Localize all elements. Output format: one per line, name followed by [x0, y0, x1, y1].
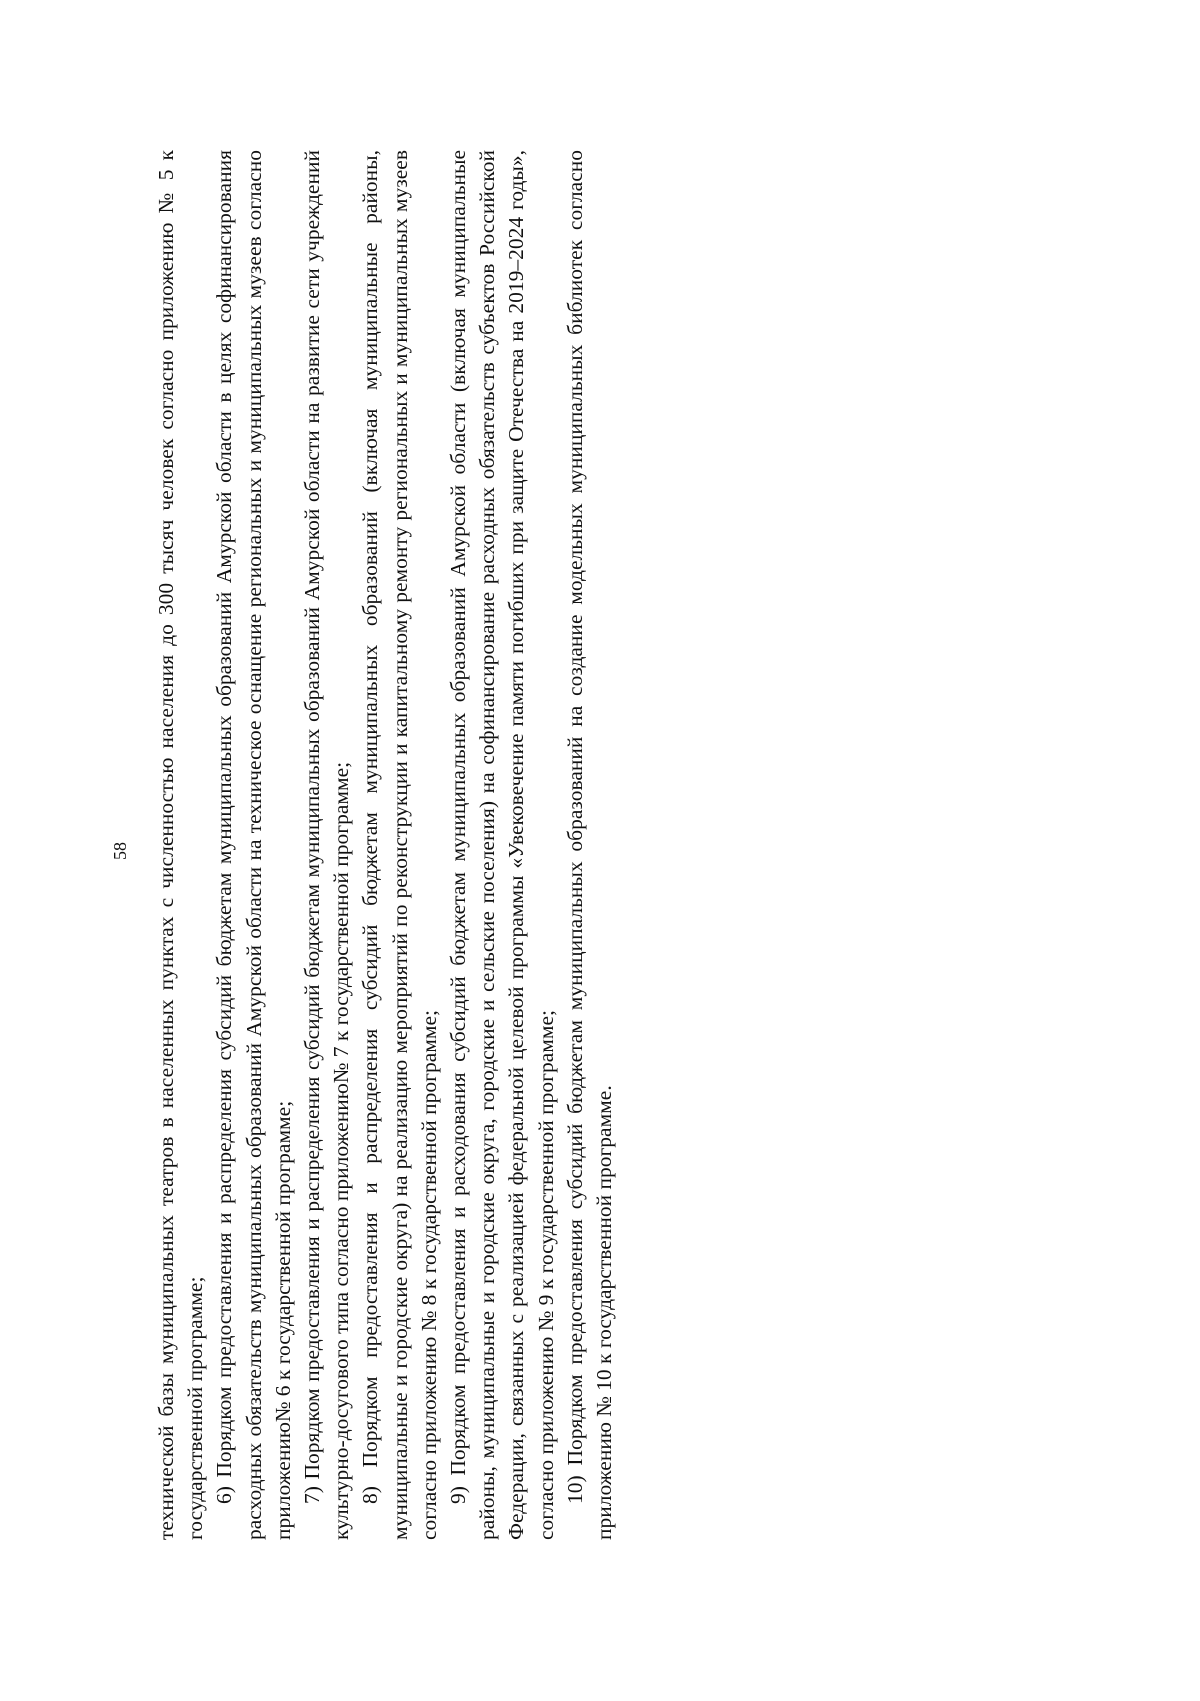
- paragraph-continuation: технической базы муниципальных театров в населенных пунктах с численностью населения до 300 тысяч человек согласно приложению № 5 к государственной программе;: [154, 150, 208, 1540]
- paragraph-item-6: 6) Порядком предоставления и распределения субсидий бюджетам муниципальных образований Амурской области в целях софинансирования расходных обязательств муниципальных образований Амурской области на техническое оснащение региональных и муниципальных музеев согласно приложению№ 6 к государственной программе;: [212, 150, 295, 1540]
- rotated-page-body: [152, 150, 752, 1540]
- document-text: [152, 150, 619, 1540]
- paragraph-item-10: 10) Порядком предоставления субсидий бюджетам муниципальных образований на создание модельных муниципальных библиотек согласно приложению № 10 к государственной программе.: [562, 150, 617, 1540]
- paragraph-item-7: 7) Порядком предоставления и распределения субсидий бюджетам муниципальных образований Амурской области на развитие сети учреждений культурно-досугового типа согласно приложению№ 7 к государственной программе;: [300, 150, 354, 1540]
- paragraph-item-8: 8) Порядком предоставления и распределения субсидий бюджетам муниципальных образований (включая муниципальные районы, муниципальные и городские округа) на реализацию мероприятий по реконструкции и капитальному ремонту региональных и муниципальных музеев согласно приложению № 8 к государственной программе;: [358, 150, 441, 1540]
- page-number: 58: [110, 842, 130, 860]
- paragraph-item-9: 9) Порядком предоставления и расходования субсидий бюджетам муниципальных образований Амурской области (включая муниципальные районы, муниципальные и городские округа, городские и сельские поселения) на софинансирование расходных обязательств субъектов Российской Федерации, связанных с реализацией федеральной целевой программы «Увековечение памяти погибших при защите Отечества на 2019–2024 годы», согласно приложению № 9 к государственной программе;: [446, 150, 558, 1540]
